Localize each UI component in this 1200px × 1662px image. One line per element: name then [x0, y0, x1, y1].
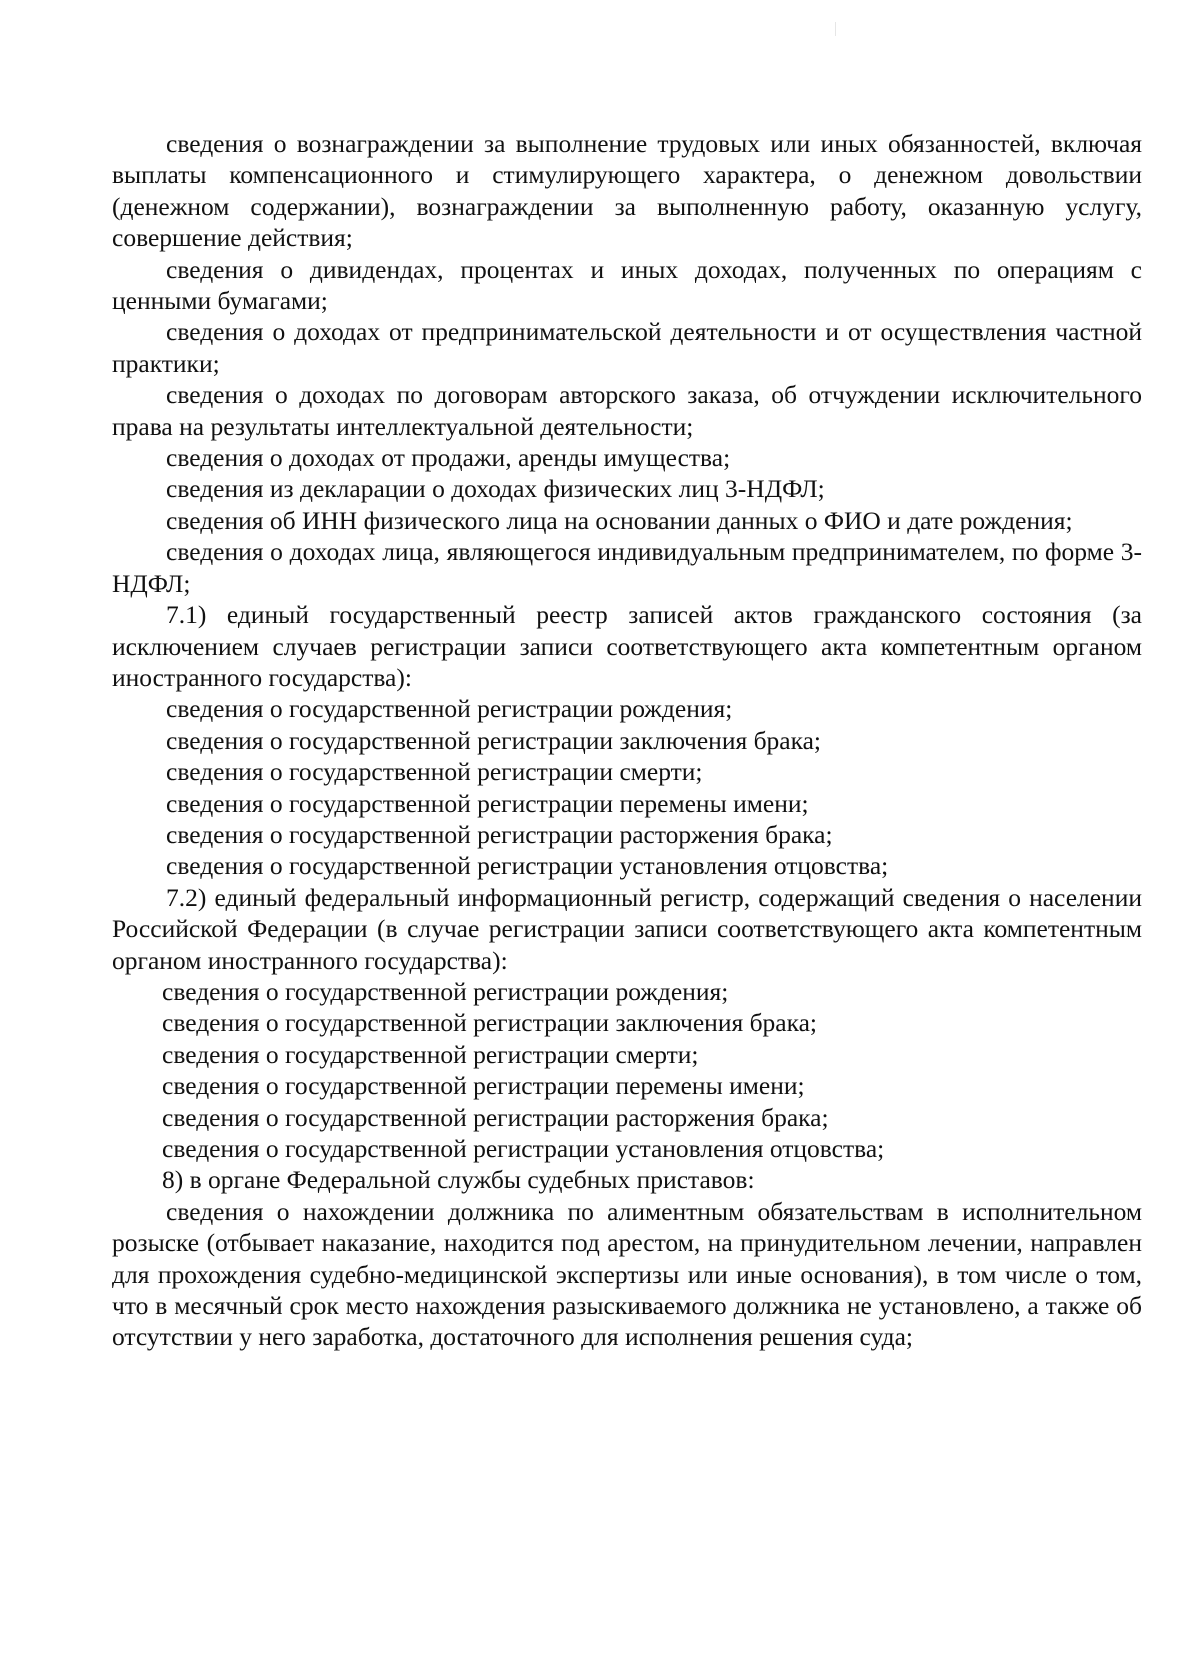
list-item: сведения о государственной регистрации рождения;: [166, 694, 733, 724]
list-item: сведения о государственной регистрации перемены имени;: [166, 788, 809, 818]
list-item: сведения о государственной регистрации расторжения брака;: [166, 819, 833, 849]
list-item: сведения о государственной регистрации установления отцовства;: [166, 851, 889, 881]
paragraph: сведения о нахождении должника по алиментным обязательствам в исполнительном розыске (отбывает наказание, находится под арестом, на принудительном лечении, направлен для прохождения судебно-медицинской экспертизы или иные основания), в том числе о том, что в месячный срок место нахождения разыскиваемого должника не установлено, а также об отсутствии у него заработка, достаточного для исполнения решения суда;: [112, 1196, 1142, 1352]
list-item: сведения о государственной регистрации перемены имени;: [162, 1071, 805, 1101]
section-heading-7-2: 7.2) единый федеральный информационный регистр, содержащий сведения о населении Российской Федерации (в случае регистрации записи соответствующего акта компетентным органом иностранного государства):: [112, 882, 1142, 975]
list-item: сведения о доходах от продажи, аренды имущества;: [166, 443, 731, 473]
list-item: сведения о государственной регистрации установления отцовства;: [162, 1134, 885, 1163]
section-heading-7-1: 7.1) единый государственный реестр записей актов гражданского состояния (за исключением случаев регистрации записи соответствующего акта компетентным органом иностранного государства):: [112, 600, 1142, 692]
paragraph: сведения о доходах от предпринимательской деятельности и от осуществления частной практики;: [112, 317, 1142, 378]
list-item: сведения о государственной регистрации смерти;: [166, 757, 703, 787]
list-item: сведения о государственной регистрации заключения брака;: [162, 1008, 818, 1038]
scan-artifact: [835, 22, 836, 36]
paragraph: сведения об ИНН физического лица на основании данных о ФИО и дате рождения;: [166, 505, 1073, 535]
list-item: сведения о государственной регистрации рождения;: [162, 976, 729, 1006]
list-item: сведения о государственной регистрации смерти;: [162, 1039, 699, 1069]
paragraph: сведения о доходах по договорам авторского заказа, об отчуждении исключительного права на результаты интеллектуальной деятельности;: [112, 380, 1142, 441]
paragraph: сведения о доходах лица, являющегося индивидуальным предпринимателем, по форме 3-НДФЛ;: [112, 537, 1142, 598]
section-heading-8: 8) в органе Федеральной службы судебных приставов:: [162, 1165, 755, 1195]
list-item: сведения из декларации о доходах физических лиц 3-НДФЛ;: [166, 474, 825, 504]
document-body: [112, 128, 1142, 1353]
paragraph: сведения о дивидендах, процентах и иных доходах, полученных по операциям с ценными бумагами;: [112, 254, 1142, 316]
list-item: сведения о государственной регистрации расторжения брака;: [162, 1102, 829, 1132]
paragraph: сведения о вознаграждении за выполнение трудовых или иных обязанностей, включая выплаты компенсационного и стимулирующего характера, о денежном довольствии (денежном содержании), вознаграждении за выполненную работу, оказанную услугу, совершение действия;: [112, 129, 1142, 253]
list-item: сведения о государственной регистрации заключения брака;: [166, 725, 822, 755]
